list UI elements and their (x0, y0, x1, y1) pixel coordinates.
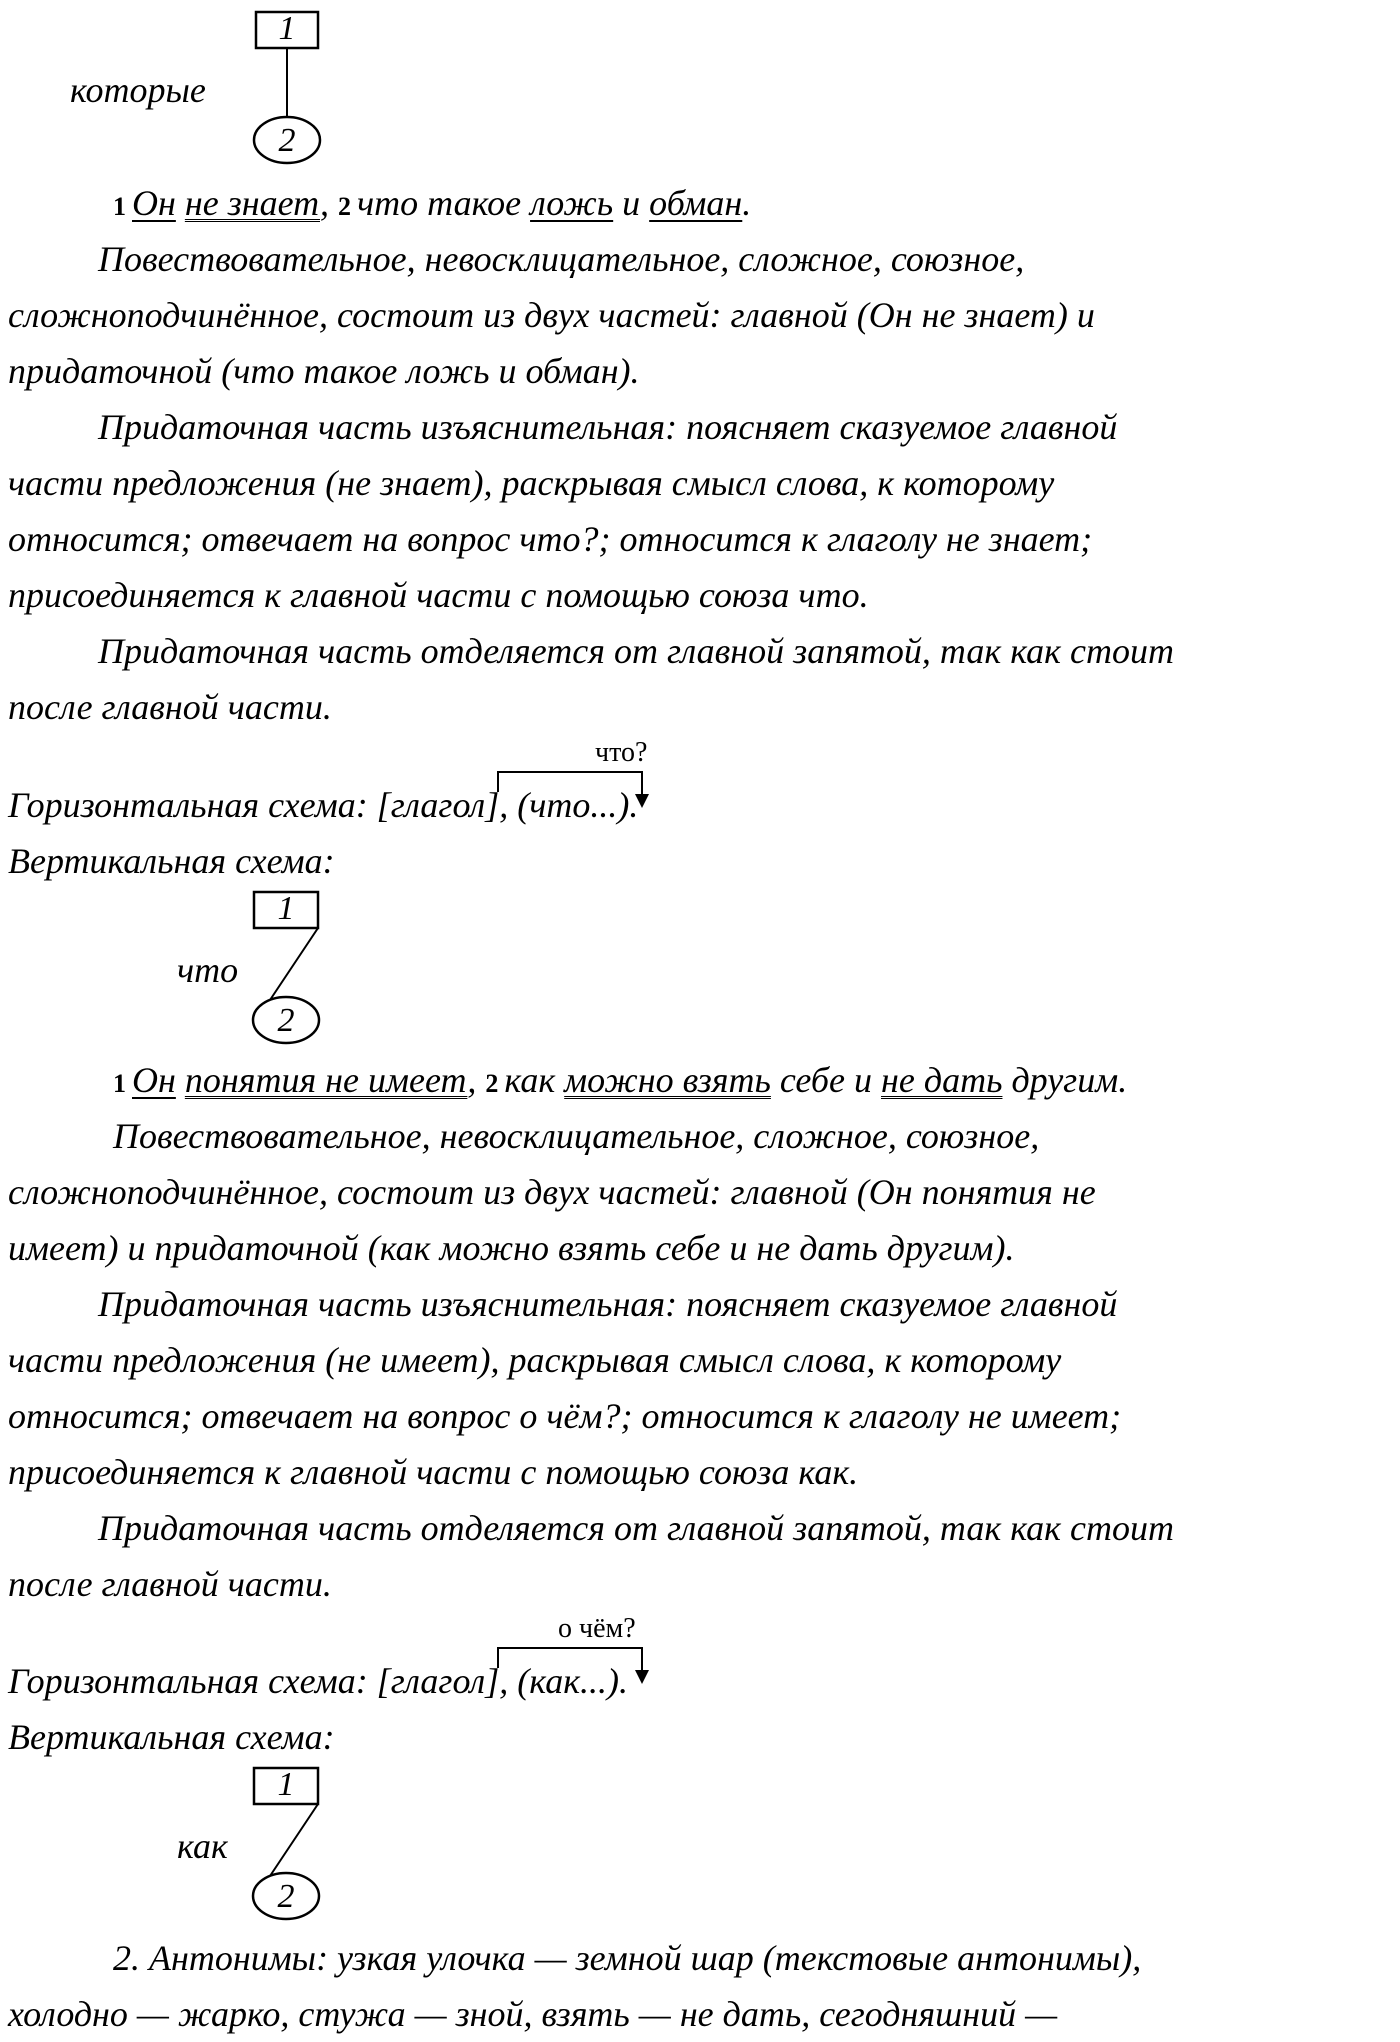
clause-number: 2 (485, 1069, 499, 1098)
analysis-line: присоединяется к главной части с помощью союза что. (8, 575, 869, 615)
predicate: не дать (881, 1060, 1003, 1100)
analysis-line: относится; отвечает на вопрос что?; относится к глаголу не знает; (8, 519, 1093, 559)
subject: обман (649, 183, 743, 223)
main-clause-number: 1 (278, 10, 296, 47)
scheme-conjunction: что (177, 950, 239, 990)
sentence-text: что такое (357, 183, 522, 223)
analysis-line: Повествовательное, невосклицательное, сложное, союзное, (113, 1116, 1040, 1156)
analysis-line: придаточной (что такое ложь и обман). (8, 351, 640, 391)
comma: , (320, 183, 329, 223)
comma: , (467, 1060, 477, 1100)
analysis-line: имеет) и придаточной (как можно взять себе и не дать другим). (8, 1228, 1015, 1268)
subordinate-clause-number: 2 (278, 122, 296, 159)
subject: Он (132, 183, 176, 223)
vertical-scheme-3 (0, 1756, 400, 1926)
sentence-text: другим. (1011, 1060, 1128, 1100)
antonyms-line: 2. Антонимы: узкая улочка — земной шар (текстовые антонимы), (113, 1938, 1142, 1978)
vertical-scheme-label: Вертикальная схема: (8, 841, 335, 881)
analysis-line: Придаточная часть отделяется от главной запятой, так как стоит (98, 631, 1174, 671)
horizontal-scheme: Горизонтальная схема: [глагол], (как...). (8, 1661, 629, 1701)
sentence-2 (8, 1052, 1400, 1112)
main-clause-number: 1 (277, 1766, 295, 1803)
predicate: не знает (184, 183, 320, 223)
sentence-1 (8, 175, 1400, 235)
antonyms-line: холодно — жарко, стужа — зной, взять — не дать, сегодняшний — (8, 1994, 1058, 2034)
scheme-conjunction: которые (70, 70, 206, 110)
main-clause-number: 1 (277, 890, 295, 927)
subordinate-clause-number: 2 (277, 1878, 295, 1915)
question-label: что? (595, 737, 648, 768)
analysis-line: части предложения (не имеет), раскрывая смысл слова, к которому (8, 1340, 1062, 1380)
predicate: можно взять (564, 1060, 771, 1100)
clause-number: 1 (113, 192, 126, 221)
predicate: понятия не имеет (184, 1060, 468, 1100)
subordinate-clause-number: 2 (277, 1002, 295, 1039)
analysis-line: Придаточная часть отделяется от главной запятой, так как стоит (98, 1508, 1174, 1548)
clause-number: 1 (113, 1069, 126, 1098)
horizontal-scheme: Горизонтальная схема: [глагол], (что...). (8, 785, 639, 825)
subject: Он (132, 1060, 176, 1100)
sentence-text: себе и (779, 1060, 873, 1100)
question-label: о чём? (558, 1613, 636, 1644)
analysis-line: Повествовательное, невосклицательное, сложное, союзное, (98, 239, 1025, 279)
vertical-scheme-2 (0, 880, 400, 1050)
analysis-line: относится; отвечает на вопрос о чём?; относится к глаголу не имеет; (8, 1396, 1122, 1436)
analysis-line: Придаточная часть изъяснительная: поясняет сказуемое главной (98, 1284, 1118, 1324)
sentence-text: . (742, 183, 752, 223)
analysis-line: части предложения (не знает), раскрывая смысл слова, к которому (8, 463, 1055, 503)
clause-number: 2 (338, 192, 351, 221)
analysis-line: сложноподчинённое, состоит из двух частей: главной (Он понятия не (8, 1172, 1096, 1212)
vertical-scheme-label: Вертикальная схема: (8, 1717, 335, 1757)
analysis-line: сложноподчинённое, состоит из двух частей: главной (Он не знает) и (8, 295, 1095, 335)
scheme-conjunction: как (177, 1826, 228, 1866)
analysis-line: после главной части. (8, 1564, 332, 1604)
analysis-line: присоединяется к главной части с помощью союза как. (8, 1452, 859, 1492)
analysis-line: после главной части. (8, 687, 332, 727)
sentence-text: и (622, 183, 641, 223)
vertical-scheme-1 (0, 0, 400, 170)
analysis-line: Придаточная часть изъяснительная: поясняет сказуемое главной (98, 407, 1118, 447)
sentence-text: как (504, 1060, 556, 1100)
subject: ложь (530, 183, 614, 223)
